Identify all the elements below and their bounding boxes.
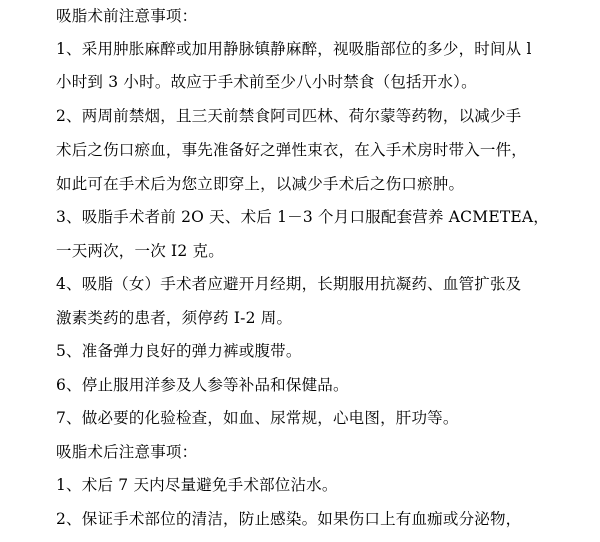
pre-op-heading: 吸脂术前注意事项： bbox=[56, 7, 198, 25]
pre-op-item-7: 7、做必要的化验检查，如血、尿常规，心电图，肝功等。 bbox=[56, 409, 459, 427]
post-op-item-2: 2、保证手术部位的清洁，防止感染。如果伤口上有血痂或分泌物， bbox=[56, 510, 522, 528]
pre-op-item-5: 5、准备弹力良好的弹力裤或腹带。 bbox=[56, 342, 302, 360]
pre-op-item-2-line-1: 2、两周前禁烟，且三天前禁食阿司匹林、荷尔蒙等药物，以减少手 bbox=[56, 107, 522, 125]
pre-op-item-6: 6、停止服用洋参及人参等补品和保健品。 bbox=[56, 376, 349, 394]
pre-op-item-4-line-2: 激素类药的患者，须停药 I-2 周。 bbox=[56, 309, 293, 327]
post-op-item-1: 1、术后 7 天内尽量避免手术部位沾水。 bbox=[56, 476, 338, 494]
pre-op-item-3-line-1: 3、吸脂手术者前 2O 天、术后 1－3 个月口服配套营养 ACMETEA， bbox=[56, 208, 549, 226]
pre-op-item-4-line-1: 4、吸脂（女）手术者应避开月经期，长期服用抗凝药、血管扩张及 bbox=[56, 275, 522, 293]
pre-op-item-2-line-3: 如此可在手术后为您立即穿上，以减少手术后之伤口瘀肿。 bbox=[56, 175, 465, 193]
pre-op-item-3-line-2: 一天两次，一次 I2 克。 bbox=[56, 242, 224, 260]
pre-op-item-1-line-1: 1、采用肿胀麻醉或加用静脉镇静麻醉，视吸脂部位的多少，时间从 l bbox=[56, 40, 532, 58]
pre-op-item-2-line-2: 术后之伤口瘀血，事先准备好之弹性束衣，在入手术房时带入一件， bbox=[56, 141, 528, 159]
pre-op-item-1-line-2: 小时到 3 小时。故应于手术前至少八小时禁食（包括开水）。 bbox=[56, 73, 477, 91]
post-op-heading: 吸脂术后注意事项： bbox=[56, 443, 198, 461]
